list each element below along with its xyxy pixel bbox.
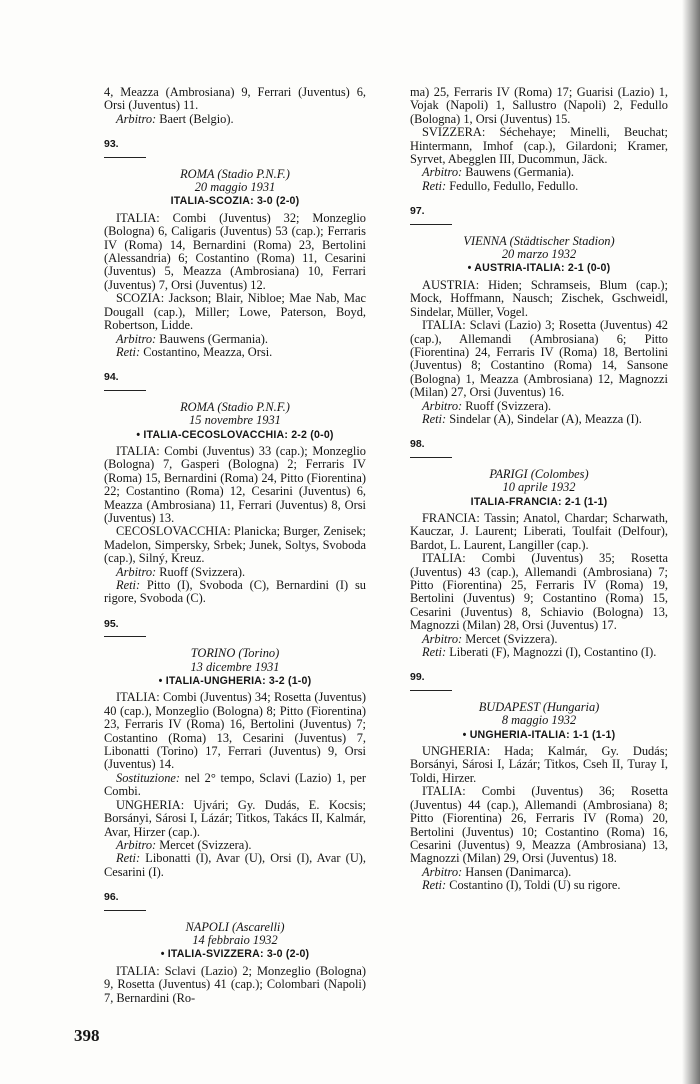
section-rule (104, 910, 146, 911)
goals-label: Reti: (116, 578, 141, 592)
referee-line (104, 333, 366, 346)
goals-line (410, 646, 668, 659)
match-venue: ROMA (Stadio P.N.F.) (180, 166, 290, 181)
goals-label: Reti: (422, 178, 447, 193)
referee-text: Bauwens (Germania). (159, 331, 268, 346)
section-rule (410, 457, 452, 458)
section-rule (410, 690, 452, 691)
lineup-text: 4, Meazza (Ambrosiana) 9, Ferrari (Juventus) 6, Orsi (Juventus) 11. (104, 85, 366, 113)
lineup-text: ITALIA: Sclavi (Lazio) 3; Rosetta (Juventus) 42 (cap.), Allemandi (Ambrosiana) 6; Pitto (Fiorentina) 24, Ferraris IV (Roma) 18, Bertolini (Juventus) 8; Costantino (Roma) 14, Sansone (Bologna) 1, Meazza (Ambrosiana) 12, Magnozzi (Milan) 27, Orsi (Juventus) 16. (410, 318, 668, 400)
referee-line (104, 566, 366, 579)
section-rule (104, 636, 146, 637)
section-rule (410, 224, 452, 225)
goals-line (410, 879, 668, 892)
goals-line (104, 346, 366, 359)
referee-line (410, 166, 668, 179)
referee-text: Baert (Belgio). (159, 111, 234, 126)
lineup-text: ITALIA: Combi (Juventus) 34; Rosetta (Juventus) 40 (cap.), Monzeglio (Bologna) 8; Pitto (Fiorentina) 23, Ferraris IV (Roma) 16, Bertolini (Juventus) 7; Costantino (Roma) 13, Cesarini (Juventus) 7, Libonatti (Torino) 17, Ferrari (Juventus) 9, Orsi (Juventus) 14. (104, 690, 366, 772)
referee-line (104, 839, 366, 852)
goals-line (104, 852, 366, 879)
page-number: 398 (74, 1026, 100, 1045)
referee-line (410, 400, 668, 413)
lineup-text: UNGHERIA: Ujvári; Gy. Dudás, E. Kocsis; Borsányi, Sárosi I, Lázár; Titkos, Takács II, Kalmár, Avar, Hirzer (cap.). (104, 797, 366, 839)
referee-line (410, 866, 668, 879)
match-number: 95. (104, 617, 119, 630)
match-number: 97. (410, 205, 425, 218)
referee-label: Arbitro: (116, 564, 157, 579)
referee-text: Bauwens (Germania). (465, 165, 574, 180)
match-title: • ITALIA-UNGHERIA: 3-2 (1-0) (158, 675, 312, 688)
goals-label: Reti: (422, 411, 447, 426)
lineup-text: ITALIA: Sclavi (Lazio) 2; Monzeglio (Bologna) 9, Rosetta (Juventus) 41 (cap.); Colombari (Napoli) 7, Bernardini (Ro- (104, 963, 366, 1005)
goals-text: Pitto (I), Svoboda (C), Bernardini (I) su rigore, Svoboda (C). (104, 578, 366, 606)
referee-text: Hansen (Danimarca). (465, 864, 572, 879)
lineup-text: SCOZIA: Jackson; Blair, Nibloe; Mae Nab, Mac Dougall (cap.), Miller; Lowe, Paterson, Boyd, Robertson, Lidde. (104, 291, 366, 333)
goals-text: Fedullo, Fedullo, Fedullo. (449, 178, 579, 193)
referee-line (410, 633, 668, 646)
lineup-text: AUSTRIA: Hiden; Schramseis, Blum (cap.); Mock, Hoffmann, Nausch; Zischek, Gschweidl, Sindelar, Müller, Vogel. (410, 277, 668, 319)
lineup-text: ITALIA: Combi (Juventus) 35; Rosetta (Juventus) 43 (cap.), Allemandi (Ambrosiana) 7; Pitto (Fiorentina) 25, Ferraris IV (Roma) 19, Bertolini (Juventus) 9; Costantino (Roma) 15, Cesarini (Juventus) 8, Schiavio (Bologna) 13, Magnozzi (Milan) 28, Orsi (Juventus) 17. (410, 551, 668, 633)
lineup-text: ma) 25, Ferraris IV (Roma) 17; Guarisi (Lazio) 1, Vojak (Napoli) 1, Sallustro (Napoli) 2, Fedullo (Bologna) 1, Orsi (Juventus) 15. (410, 85, 668, 126)
goals-text: Liberati (F), Magnozzi (I), Costantino (I). (449, 645, 657, 660)
match-date: 20 maggio 1931 (194, 180, 276, 195)
goals-label: Reti: (116, 851, 141, 866)
referee-text: Mercet (Svizzera). (159, 837, 252, 852)
section-rule (104, 157, 146, 158)
lineup-text: CECOSLOVACCHIA: Planicka; Burger, Zenisek; Madelon, Simpersky, Srbek; Junek, Soltys, Svoboda (cap.), Silný, Kreuz. (104, 524, 366, 566)
referee-label: Arbitro: (116, 837, 157, 852)
match-number: 99. (410, 671, 425, 684)
section-rule (104, 390, 146, 391)
goals-label: Reti: (422, 878, 447, 893)
match-date: 13 dicembre 1931 (190, 659, 280, 674)
goals-text: Sindelar (A), Sindelar (A), Meazza (I). (449, 411, 642, 426)
lineup-text: UNGHERIA: Hada; Kalmár, Gy. Dudás; Borsányi, Sárosi I, Lázár; Titkos, Cseh II, Turay I, Toldi, Hirzer. (410, 744, 668, 785)
goals-text: Libonatti (I), Avar (U), Orsi (I), Avar (U), Cesarini (I). (104, 851, 366, 879)
match-date: 20 marzo 1932 (501, 247, 577, 262)
lineup-text: SVIZZERA: Séchehaye; Minelli, Beuchat; Hintermann, Imhof (cap.), Gilardoni; Kramer, Syrvet, Abegglen III, Ducommun, Jäck. (410, 125, 668, 167)
page-edge-shadow (682, 0, 700, 1084)
match-title: ITALIA-FRANCIA: 2-1 (1-1) (470, 495, 608, 508)
referee-label: Arbitro: (422, 165, 463, 180)
goals-label: Reti: (422, 645, 447, 660)
goals-text: Costantino, Meazza, Orsi. (143, 344, 273, 359)
referee-label: Arbitro: (116, 331, 157, 346)
match-date: 10 aprile 1932 (502, 480, 576, 495)
goals-line (104, 579, 366, 606)
lineup-text: ITALIA: Combi (Juventus) 32; Monzeglio (Bologna) 6, Caligaris (Juventus) 53 (cap.); Ferraris IV (Roma) 14, Bernardini (Roma) 23, Bertolini (Alessandria) 6; Costantino (Roma) 11, Cesarini (Juventus) 5, Meazza (Ambrosiana) 10, Ferrari (Juventus) 7, Orsi (Juventus) 12. (104, 210, 366, 292)
referee-line (104, 113, 366, 126)
referee-label: Arbitro: (422, 398, 463, 413)
match-title: ITALIA-SCOZIA: 3-0 (2-0) (170, 195, 300, 208)
match-title: • AUSTRIA-ITALIA: 2-1 (0-0) (467, 262, 611, 275)
match-title: • ITALIA-SVIZZERA: 3-0 (2-0) (160, 948, 310, 961)
match-venue: TORINO (Torino) (190, 646, 280, 661)
goals-text: Costantino (I), Toldi (U) su rigore. (449, 878, 621, 893)
referee-label: Arbitro: (422, 631, 463, 646)
goals-label: Reti: (116, 344, 141, 359)
lineup-text: ITALIA: Combi (Juventus) 33 (cap.); Monzeglio (Bologna) 7, Gasperi (Bologna) 2; Ferraris IV (Roma) 15, Bernardini (Roma) 24, Pitto (Fiorentina) 22; Costantino (Roma) 12, Cesarini (Juventus) 6, Meazza (Ambrosiana) 11, Ferrari (Juventus) 8, Orsi (Juventus) 13. (104, 443, 366, 525)
match-venue: NAPOLI (Ascarelli) (185, 919, 285, 934)
match-venue: ROMA (Stadio P.N.F.) (180, 399, 290, 414)
substitution-text: nel 2° tempo, Sclavi (Lazio) 1, per Combi. (104, 770, 366, 799)
referee-label: Arbitro: (116, 111, 157, 126)
referee-label: Arbitro: (422, 864, 463, 879)
lineup-text: FRANCIA: Tassin; Anatol, Chardar; Scharwath, Kauczar, J. Laurent; Liberati, Toulfait (Delfour), Bardot, L. Laurent, Langiller (cap.). (410, 510, 668, 552)
match-number: 93. (104, 138, 119, 151)
substitution-label: Sostituzione: (116, 770, 181, 785)
substitution-line (104, 772, 366, 799)
match-number: 98. (410, 438, 425, 451)
match-date: 15 novembre 1931 (189, 413, 281, 428)
lineup-text: ITALIA: Combi (Juventus) 36; Rosetta (Juventus) 44 (cap.), Allemandi (Ambrosiana) 8; Pitto (Fiorentina) 26, Ferraris IV (Roma) 20, Bertolini (Juventus) 10; Costantino (Roma) 16, Cesarini (Juventus) 9, Meazza (Ambrosiana) 13, Magnozzi (Milan) 29, Orsi (Juventus) 18. (410, 784, 668, 866)
goals-line (410, 180, 668, 193)
goals-line (410, 413, 668, 426)
match-date: 8 maggio 1932 (501, 713, 577, 728)
match-number: 96. (104, 891, 119, 904)
match-venue: PARIGI (Colombes) (489, 466, 589, 481)
left-column (104, 86, 366, 1005)
referee-text: Ruoff (Svizzera). (159, 564, 246, 579)
match-venue: VIENNA (Städtischer Stadion) (463, 233, 615, 248)
referee-text: Mercet (Svizzera). (465, 631, 558, 646)
match-number: 94. (104, 371, 119, 384)
match-title: • UNGHERIA-ITALIA: 1-1 (1-1) (462, 728, 616, 741)
match-title: • ITALIA-CECOSLOVACCHIA: 2-2 (0-0) (136, 428, 334, 441)
match-date: 14 febbraio 1932 (192, 932, 278, 947)
match-venue: BUDAPEST (Hungaria) (478, 699, 600, 714)
right-column (410, 86, 668, 893)
referee-text: Ruoff (Svizzera). (465, 398, 552, 413)
